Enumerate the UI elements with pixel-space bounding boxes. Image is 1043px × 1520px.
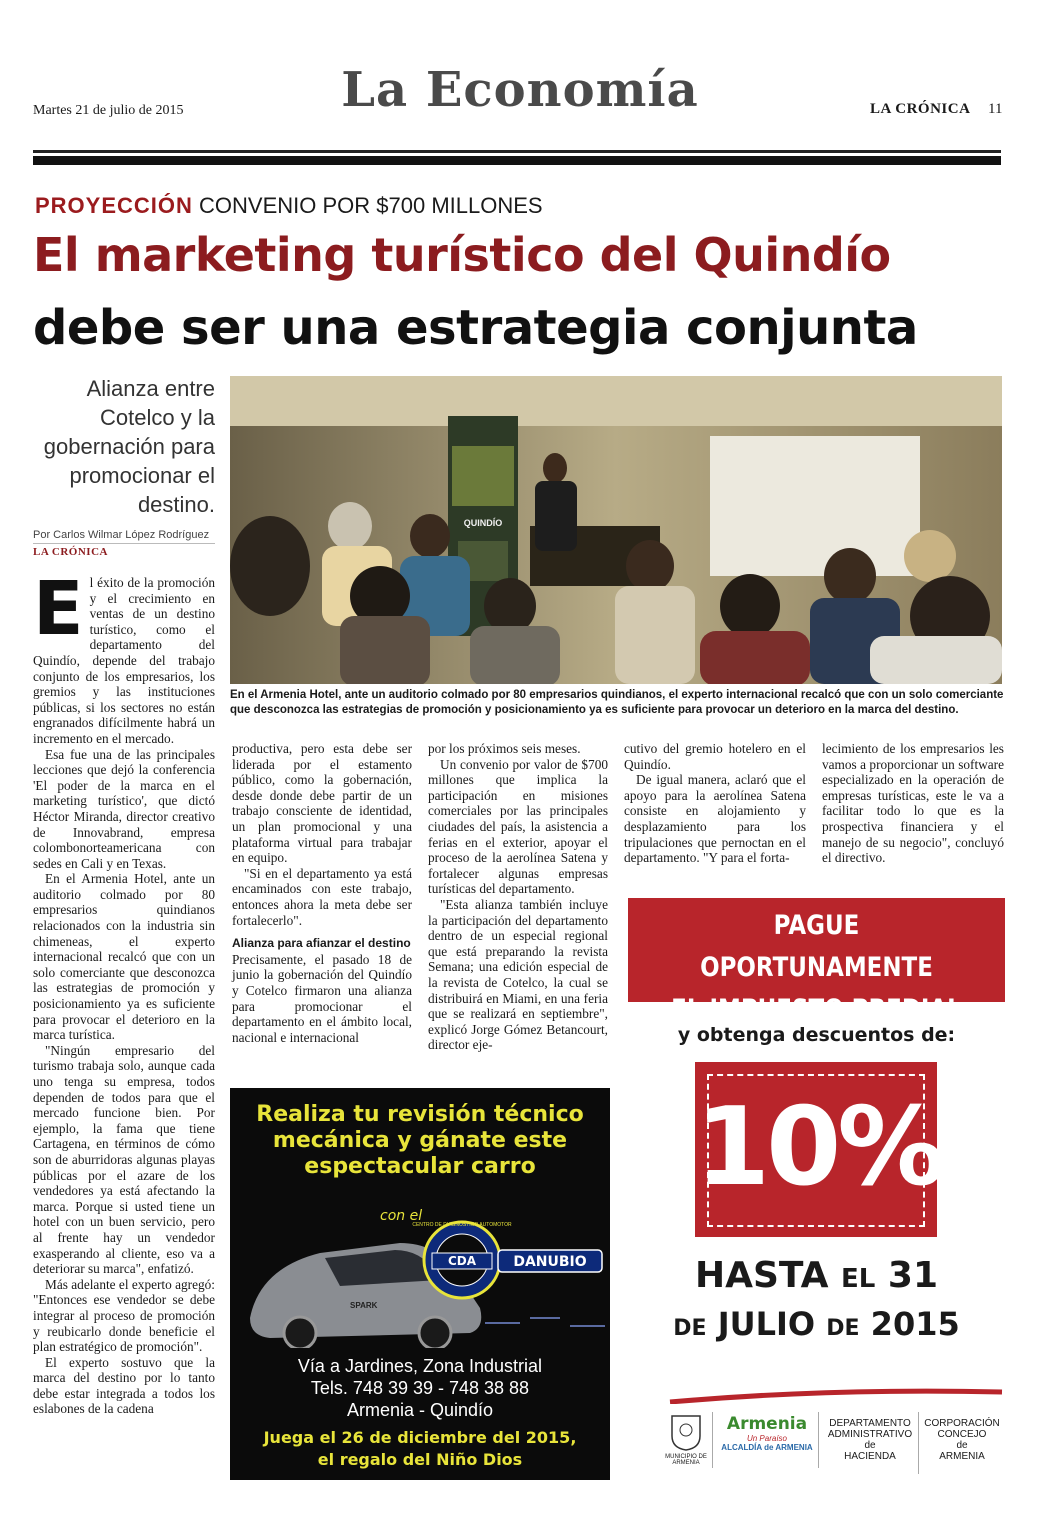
paragraph: Esa fue una de las principales lecciones que dejó la conferencia 'El poder de la marca en el marketing turístico', que dictó Héctor Miranda, director creativo de Innovabrand, empresa colombonorteamericana con sedes en Cali y en Texas. xyxy=(33,746,215,871)
concejo-line-3: de xyxy=(956,1440,968,1451)
seal-icon xyxy=(668,1412,704,1452)
deadline-month: JULIO xyxy=(717,1305,816,1343)
byline-source: LA CRÓNICA xyxy=(33,546,108,558)
ad-headline-2: mecánica y gánate este xyxy=(272,1128,568,1153)
deadline-day: 31 xyxy=(887,1255,939,1296)
page-number: 11 xyxy=(988,101,1003,117)
predial-sub: y obtenga descuentos de: xyxy=(677,1024,956,1046)
predial-swoosh xyxy=(630,1386,1004,1404)
predial-headline-1: PAGUE OPORTUNAMENTE xyxy=(700,910,933,983)
deadline-line-1 xyxy=(628,1256,1005,1299)
paragraph: l éxito de la promoción y el crecimiento en ventas de un destino turístico, como el departamento del Quindío, depende del trabajo conjunto de los empresarios, los gremios y las instituciones públicas, si los sectores no están engranados difícilmente habrá un incremento en el mercado. xyxy=(33,575,215,746)
cda-seal-text: CENTRO DE DIAGNÓSTICO AUTOMOTOR xyxy=(412,1222,512,1228)
paragraph: Un convenio por valor de $700 millones que implica la participación en misiones comerciales por las principales ciudades del país, la asistencia a ferias en el exterior, apoyar el proceso de la aerolínea Satena y fortalecer algunas empresas turísticas del departamento. xyxy=(428,756,608,897)
cda-text: CDA xyxy=(447,1254,477,1268)
deadline-until: HASTA xyxy=(694,1255,829,1296)
armenia-logo xyxy=(716,1412,819,1468)
concejo-line-1: CORPORACIÓN xyxy=(924,1418,1000,1429)
kicker-text: CONVENIO POR $700 MILLONES xyxy=(199,193,543,218)
paragraph: Más adelante el experto agregó: "Entonces ese vendedor se debe integrar al proceso de promoción y reubicarlo donde beneficie el plan estratégico de promoción". xyxy=(33,1276,215,1355)
headline-line-2: debe ser una estrategia conjunta xyxy=(33,300,918,356)
ad-phones: Tels. 748 39 39 - 748 38 88 xyxy=(310,1378,530,1398)
alcaldia-text: ALCALDÍA de ARMENIA xyxy=(721,1443,813,1452)
paragraph: por los próximos seis meses. xyxy=(428,741,581,756)
dek: Alianza entre Cotelco y la gobernación para promocionar el destino. xyxy=(43,376,215,517)
paragraph: "Ningún empresario del turismo trabaja solo, aunque cada uno tenga su empresa, todos dependen de todos para que el mercado funcione bien. Por ejemplo, la fama que tiene Cartagena, en términos de cómo son de aburridoras algunas playas públicas por el azare de los vendedores ya está afectando la marca. Porque si usted tiene un hotel con un buen servicio, pero al frente hay un vendedor exasperando al cliente, eso va a deteriorar su marca", enfatizó. xyxy=(33,1042,215,1277)
paragraph: lecimiento de los empresarios les vamos a proporcionar un software especializado en la operación de empresas turísticas, este le va a facilitar todo lo que es la prospectiva financiera y el manejo de su negocio", concluyó el directivo. xyxy=(822,741,1004,866)
article-column-5 xyxy=(822,741,1004,866)
concejo-line-4: ARMENIA xyxy=(939,1451,985,1462)
ad-headline-3: espectacular carro xyxy=(304,1154,536,1179)
ad-headline-1: Realiza tu revisión técnico xyxy=(256,1102,584,1127)
kicker xyxy=(35,193,543,219)
sponsor-logos xyxy=(630,1412,1004,1472)
deadline-de-1: DE xyxy=(673,1316,707,1341)
section-title: La Economía xyxy=(341,62,699,118)
deadline-de-2: DE xyxy=(826,1316,860,1341)
predial-headline xyxy=(656,905,976,1031)
drop-cap: E xyxy=(33,566,84,652)
article-photo xyxy=(230,376,1002,684)
paragraph: En el Armenia Hotel, ante un auditorio colmado por 80 empresarios quindianos relacionados con la industria sin chimeneas, el experto internacional recalcó que con un solo comerciante que desconozca las estrategias de promoción y posicionamiento ya es suficiente para provocar el deterioro en la marca turística. xyxy=(33,871,215,1043)
paragraph: cutivo del gremio hotelero en el Quindío. xyxy=(624,741,806,772)
concejo-line-2: CONCEJO xyxy=(937,1429,987,1440)
paragraph: "Esta alianza también incluye la participación del departamento dentro de un especial regional que está preparando la revista Semana; una edición especial de la revista de Cotelco, la cual se distribuirá en Miami, en una feria que se realizará en septiembre", explicó Jorge Gómez Betancourt, director eje- xyxy=(428,896,608,1053)
car-badge-text: SPARK xyxy=(350,1301,378,1310)
paragraph: Precisamente, el pasado 18 de junio la gobernación del Quindío y Cotelco firmaron una alianza para promocionar el departamento en el ámbito local, nacional e internacional xyxy=(232,951,412,1045)
hacienda-line-4: HACIENDA xyxy=(844,1451,896,1462)
discount-value: 10% xyxy=(695,1085,942,1210)
armenia-wordmark: Armenia xyxy=(726,1414,808,1434)
ad-city: Armenia - Quindío xyxy=(346,1400,494,1420)
danubio-text: DANUBIO xyxy=(513,1254,587,1270)
paragraph: "Si en el departamento ya está encaminados con este trabajo, entonces ahora la meta debe ser fortalecerlo". xyxy=(232,865,412,928)
car-illustration xyxy=(230,1198,610,1348)
byline: Por Carlos Wilmar López Rodríguez xyxy=(33,529,210,541)
deadline-year: 2015 xyxy=(870,1305,960,1343)
con-el-text: con el xyxy=(380,1208,423,1224)
concejo-logo xyxy=(922,1412,1002,1474)
ad-raffle-1: Juega el 26 de diciembre del 2015, xyxy=(263,1428,577,1447)
photo-sign-text: QUINDÍO xyxy=(463,518,503,528)
article-subhead: Alianza para afianzar el destino xyxy=(232,936,411,951)
paragraph: De igual manera, aclaró que el apoyo para la aerolínea Satena consiste en alojamiento y desplazamiento para los tripulaciones que pernoctan en el departamento. "Y para el forta- xyxy=(624,772,806,866)
conference-photo xyxy=(230,376,1002,684)
municipality-seal xyxy=(660,1412,713,1468)
newspaper-name: LA CRÓNICA xyxy=(870,101,971,117)
hacienda-line-3: de xyxy=(864,1440,876,1451)
photo-caption: En el Armenia Hotel, ante un auditorio colmado por 80 empresarios quindianos, el experto internacional recalcó que con un solo comerciante que desconozca las estrategias de promoción y posicionamiento ya es suficiente para provocar un deterioro en la marca del destino. xyxy=(230,689,1004,716)
deadline-el: EL xyxy=(841,1264,876,1294)
deadline-line-2 xyxy=(628,1306,1005,1347)
article-column-2 xyxy=(232,741,412,1045)
article-column-4 xyxy=(624,741,806,866)
ad-address: Vía a Jardines, Zona Industrial xyxy=(297,1356,543,1376)
article-column-3 xyxy=(428,741,608,1053)
paragraph: El experto sostuvo que la marca del destino por lo tanto debe estar integrada a todos los eslabones de la cadena xyxy=(33,1354,215,1417)
paragraph: productiva, pero esta debe ser liderada por el estamento público, como la gobernación, desde donde debe partir de un trabajo consciente de identidad, un plan promocional y una plataforma virtual para trabajar en equipo. xyxy=(232,741,412,866)
kicker-label: PROYECCIÓN xyxy=(35,193,193,218)
issue-date: Martes 21 de julio de 2015 xyxy=(33,103,184,118)
armenia-tagline: Un Paraíso xyxy=(746,1434,788,1443)
hacienda-line-1: DEPARTAMENTO xyxy=(829,1418,911,1429)
hacienda-logo xyxy=(822,1412,919,1474)
masthead-rule-thick xyxy=(33,156,1001,165)
article-column-1 xyxy=(33,566,215,1417)
ad-raffle-2: el regalo del Niño Dios xyxy=(317,1450,523,1469)
headline-line-1: El marketing turístico del Quindío xyxy=(33,228,891,282)
masthead-rule-thin xyxy=(33,150,1001,153)
seal-caption: MUNICIPIO DE ARMENIA xyxy=(665,1454,707,1466)
cda-danubio-ad xyxy=(230,1088,610,1480)
byline-rule xyxy=(33,543,215,544)
predial-headline-2: EL IMPUESTO PREDIAL xyxy=(671,994,962,1025)
hacienda-line-2: ADMINISTRATIVO xyxy=(827,1429,913,1440)
